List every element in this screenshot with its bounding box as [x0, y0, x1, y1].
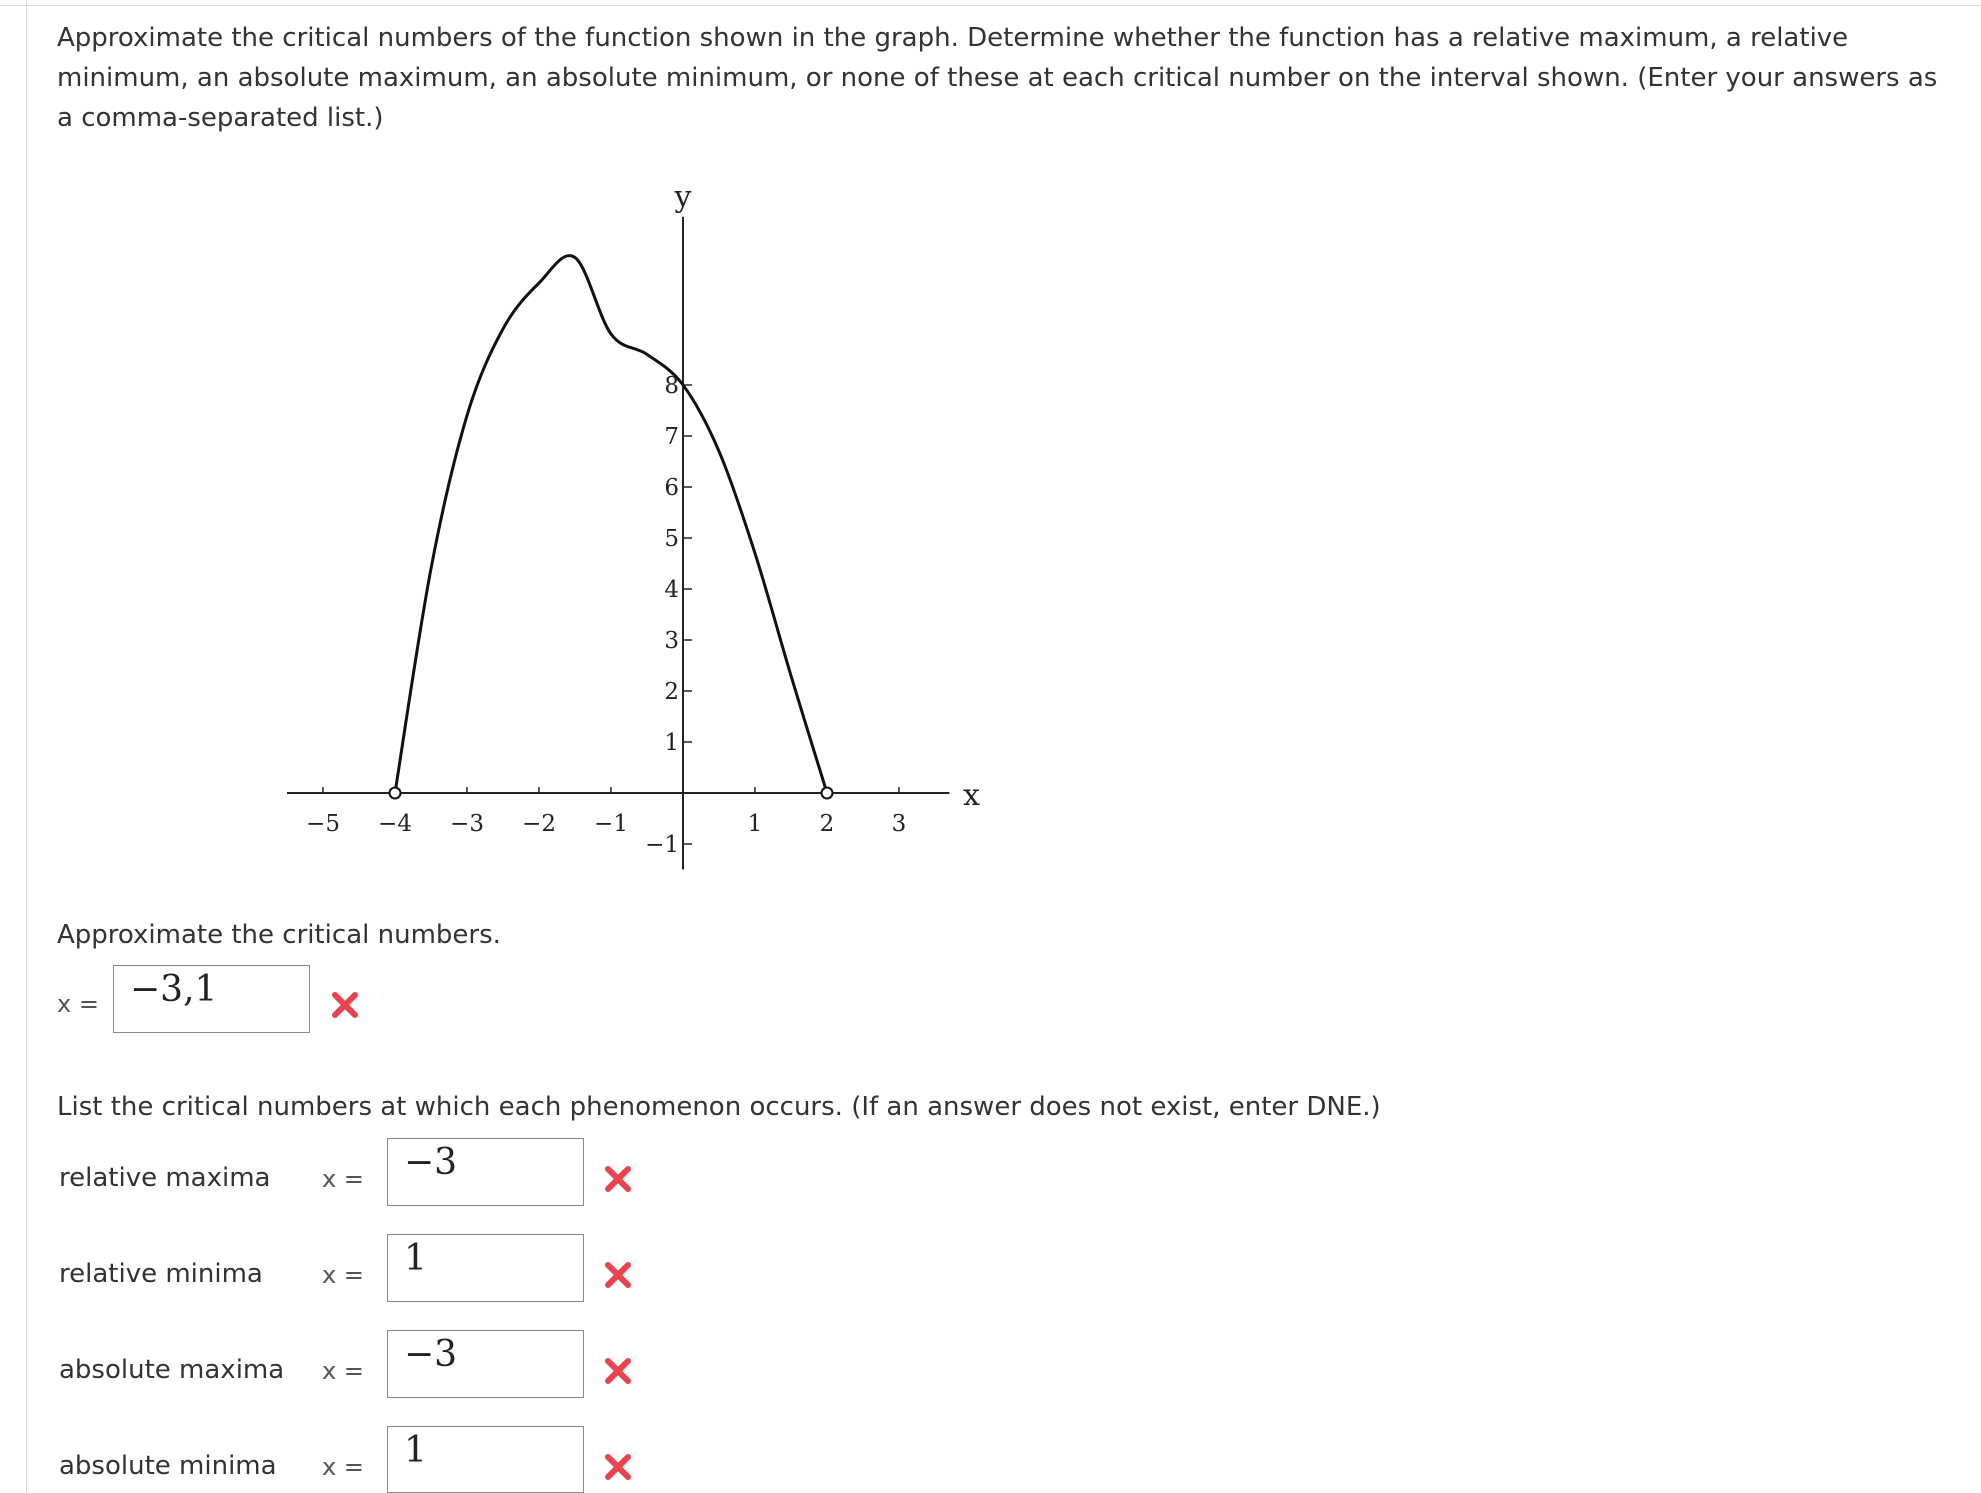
y-tick-label: 1: [664, 730, 679, 756]
absolute-maxima-label: absolute maxima: [59, 1355, 285, 1385]
x-mark-icon: [603, 1260, 633, 1290]
x-mark-icon: [603, 1164, 633, 1194]
absolute-minima-input[interactable]: [387, 1426, 584, 1493]
relative-maxima-value: −3: [404, 1142, 458, 1183]
y-tick-label: 7: [664, 424, 679, 450]
absolute-maxima-x-label: x =: [322, 1357, 364, 1385]
y-tick-label: 6: [664, 475, 679, 501]
relative-minima-value: 1: [404, 1238, 427, 1279]
relative-maxima-x-label: x =: [322, 1165, 364, 1193]
left-divider: [26, 0, 27, 1493]
open-endpoint: [822, 788, 833, 799]
absolute-minima-label: absolute minima: [59, 1451, 277, 1481]
x-tick-label: 1: [747, 811, 763, 837]
y-tick-label: 8: [664, 373, 679, 399]
relative-minima-label: relative minima: [59, 1259, 263, 1289]
top-divider: [0, 5, 1981, 6]
x-tick-label: 2: [819, 811, 835, 837]
y-tick-label: 5: [664, 526, 679, 552]
x-tick-label: −1: [594, 811, 628, 837]
absolute-maxima-value: −3: [404, 1334, 458, 1375]
phenomenon-prompt: List the critical numbers at which each phenomenon occurs. (If an answer does not exist, enter DNE.): [57, 1092, 1381, 1122]
critical-numbers-input[interactable]: [113, 965, 310, 1033]
absolute-minima-value: 1: [404, 1430, 427, 1471]
function-curve: [395, 256, 827, 793]
relative-maxima-label: relative maxima: [59, 1163, 271, 1193]
y-axis-title: y: [674, 179, 692, 215]
relative-minima-input[interactable]: [387, 1234, 584, 1302]
x-tick-label: 3: [891, 811, 907, 837]
x-mark-icon: [330, 990, 360, 1020]
x-mark-icon: [603, 1356, 633, 1386]
critical-numbers-x-label: x =: [57, 990, 99, 1018]
y-tick-label: 4: [664, 577, 679, 603]
critical-numbers-value: −3,1: [130, 969, 218, 1010]
x-tick-label: −3: [450, 811, 484, 837]
absolute-maxima-input[interactable]: [387, 1330, 584, 1398]
critical-numbers-prompt: Approximate the critical numbers.: [57, 920, 501, 950]
y-tick-label: 3: [664, 628, 679, 654]
relative-minima-x-label: x =: [322, 1261, 364, 1289]
open-endpoint: [390, 788, 401, 799]
question-text: Approximate the critical numbers of the function shown in the graph. Determine whether the function has a relative maximum, a relative minimum, an absolute maximum, an absolute minimum, or none of these at each critical number on the interval shown. (Enter your answers as a comma-separated list.): [57, 23, 1938, 133]
x-tick-label: −5: [306, 811, 340, 837]
x-tick-label: −2: [522, 811, 556, 837]
y-tick-label: −1: [645, 832, 679, 858]
x-axis-title: x: [962, 778, 980, 813]
function-graph: [250, 160, 1010, 905]
x-tick-label: −4: [378, 811, 412, 837]
y-tick-label: 2: [664, 679, 679, 705]
x-mark-icon: [603, 1452, 633, 1482]
absolute-minima-x-label: x =: [322, 1453, 364, 1481]
relative-maxima-input[interactable]: [387, 1138, 584, 1206]
